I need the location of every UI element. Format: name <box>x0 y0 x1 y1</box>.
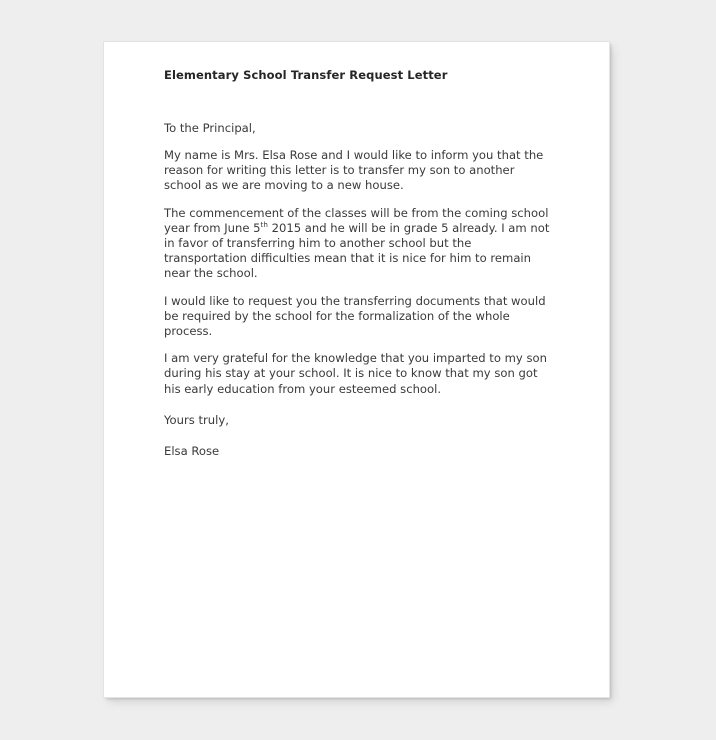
letter-content <box>164 68 552 459</box>
ordinal-suffix: th <box>260 219 268 229</box>
salutation: To the Principal, <box>164 121 256 135</box>
letter-page <box>104 42 609 697</box>
paragraph-2-text-before-ordinal: The commencement of the classes will be from the coming school year from June 5 <box>164 205 549 235</box>
body-paragraph-4: I am very grateful for the knowledge that you imparted to my son during his stay at your school. It is nice to know that my son got his early education from your esteemed school. <box>164 351 547 396</box>
body-paragraph-2 <box>164 206 552 282</box>
document-title: Elementary School Transfer Request Letter <box>164 68 448 82</box>
closing-line: Yours truly, <box>164 412 229 427</box>
paragraph-2-text-after-ordinal: 2015 and he will be in grade 5 already. I am not in favor of transferring him to another school but the transportation difficulties mean that it is nice for him to remain near the school. <box>164 220 550 281</box>
body-paragraph-1: My name is Mrs. Elsa Rose and I would like to inform you that the reason for writing this letter is to transfer my son to another school as we are moving to a new house. <box>164 148 544 193</box>
signature-name: Elsa Rose <box>164 443 220 458</box>
body-paragraph-3: I would like to request you the transferring documents that would be required by the school for the formalization of the whole process. <box>164 293 546 339</box>
